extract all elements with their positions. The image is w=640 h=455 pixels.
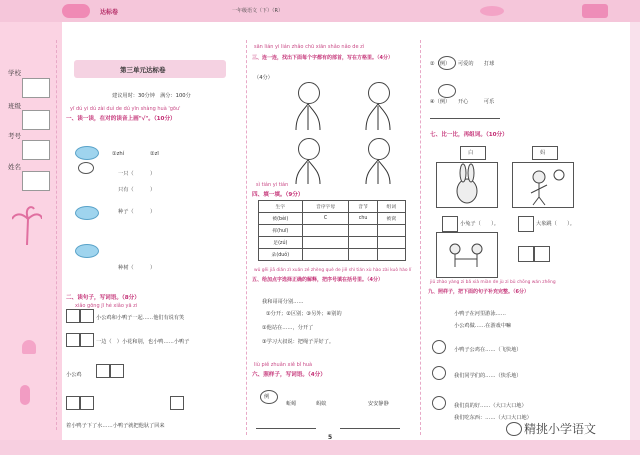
q2-box-6[interactable] xyxy=(110,364,124,378)
class-field[interactable] xyxy=(22,110,50,130)
q8-blank-2: 大象跳（ ）。 xyxy=(536,221,575,227)
brand-title: 达标卷 xyxy=(100,9,119,16)
answer-box-2[interactable] xyxy=(518,216,534,232)
rabbit-picture xyxy=(436,162,498,208)
name-label: 姓名 xyxy=(8,163,21,171)
seal-line xyxy=(56,40,57,430)
divider-left xyxy=(246,40,247,435)
q1-opt-1[interactable]: ①zhí xyxy=(112,151,125,157)
class-label: 班级 xyxy=(8,102,21,110)
q8-blank-1: 小兔子（ ）。 xyxy=(460,221,499,227)
q2-box-9[interactable] xyxy=(170,396,184,410)
table-cell: 挥(huī) xyxy=(259,225,303,237)
jellyfish-icon xyxy=(22,340,36,354)
q5-sentence-1: 我和哥哥分别…… xyxy=(262,299,304,305)
q2-box-3[interactable] xyxy=(66,333,80,347)
q9-pinyin: jiǔ zhào yàng zi bǎ xià miàn de jù zi bǔ chōng wán zhěng xyxy=(430,280,556,285)
q5-sentence-3: ③学习大叔说：把绳子弄好了。 xyxy=(262,339,335,345)
kid-ball-picture xyxy=(512,162,574,208)
q2-box-2[interactable] xyxy=(80,309,94,323)
table-cell[interactable] xyxy=(302,225,349,237)
table-cell[interactable] xyxy=(349,225,377,237)
q9-example-2: 小公鸡做……在游戏中嘛 xyxy=(454,323,512,329)
q2-box-5[interactable] xyxy=(96,364,110,378)
q2-box-8[interactable] xyxy=(80,396,94,410)
clock-icon-1 xyxy=(432,340,446,354)
table-cell: 被(bèi) xyxy=(259,213,303,225)
fish-icon-3 xyxy=(75,244,99,258)
table-cell[interactable] xyxy=(302,249,349,261)
q6-heading: 六、照样子，写词语。（4分） xyxy=(252,372,326,378)
q2-box-1[interactable] xyxy=(66,309,80,323)
boat-icon xyxy=(582,4,608,18)
table-header-cell: 音序字母 xyxy=(302,201,349,213)
dolphin-icon xyxy=(480,6,504,16)
radical-plant-4 xyxy=(368,138,390,160)
q1-pinyin: yī dú yi dú zài duì de dú yīn shàng huà 'gōu' xyxy=(70,106,181,112)
bottom-border xyxy=(0,440,640,455)
exam-no-field[interactable] xyxy=(22,140,50,160)
page-number: 5 xyxy=(328,434,333,441)
table-header-cell: 组词 xyxy=(377,201,405,213)
table-cell[interactable] xyxy=(377,237,405,249)
brand-logo xyxy=(62,4,90,18)
example-badge-3 xyxy=(438,84,456,98)
seaweed-1 xyxy=(292,102,324,130)
clock-icon-2 xyxy=(432,366,446,380)
seaweed-2 xyxy=(362,102,394,130)
q1-word-3-close: ） xyxy=(150,209,156,215)
fish-icon-2 xyxy=(75,206,99,220)
q1-word-4-close: ） xyxy=(150,265,156,271)
radical-plant-1 xyxy=(298,82,320,104)
radical-plant-3 xyxy=(298,138,320,160)
q6-answer-line-2[interactable] xyxy=(340,428,400,429)
table-cell[interactable]: C xyxy=(302,213,349,225)
q6-word-3: 安安静静 xyxy=(368,401,389,407)
divider-right xyxy=(420,40,421,435)
table-cell[interactable]: chu xyxy=(349,213,377,225)
clock-icon-3 xyxy=(432,396,446,410)
q4-pinyin: sì tián yi tián xyxy=(256,182,289,188)
school-field[interactable] xyxy=(22,78,50,98)
wechat-icon xyxy=(506,422,522,436)
q9-example-1: 小鸭子在河里游泳…… xyxy=(454,311,506,317)
children-picture xyxy=(436,232,498,278)
q9-item-a: 小鸭子公鸡在……（飞快地） xyxy=(454,347,522,353)
answer-box-4[interactable] xyxy=(534,246,550,262)
q5-sentence-2: ①他站在……，分开了 xyxy=(262,325,314,331)
q1-word-4: 种树（ xyxy=(118,265,134,271)
example-label: 例 xyxy=(264,394,270,400)
table-cell[interactable] xyxy=(377,249,405,261)
q2-sentence-4: 着小鸭子下了水……小鸭子就把他驮了回来 xyxy=(66,423,165,429)
answer-box-1[interactable] xyxy=(442,216,458,232)
q2-heading: 二、读句子，写词语。（8分） xyxy=(66,295,140,301)
q7-answer-line[interactable] xyxy=(430,118,500,119)
exam-no-label: 考号 xyxy=(8,132,21,140)
q7-heading: 七、比一比，再组词。（10分） xyxy=(430,132,508,138)
q9-heading: 九、照样子，把下面的句子补充完整。（6分） xyxy=(428,289,529,295)
q1-word-2: 只有（ xyxy=(118,187,134,193)
q2-sentence-1: 小公鸡和小鸭子一起……他们有说有笑 xyxy=(96,315,185,321)
q1-word-3: 种子（ xyxy=(118,209,134,215)
table-header-cell: 生字 xyxy=(259,201,303,213)
table-cell[interactable] xyxy=(349,237,377,249)
q6-word-1: 蚯蚓 xyxy=(286,401,297,407)
q1-heading: 一、读一读，在对的读音上画"√"。（10分） xyxy=(66,116,176,122)
q5-heading: 五、给加点字选择正确的解释，把序号填在括号里。（4分） xyxy=(252,277,383,283)
school-label: 学校 xyxy=(8,69,21,77)
seaweed-4 xyxy=(362,158,394,184)
q2-pinyin: xiǎo gōng jī hé xiǎo yā zi xyxy=(75,303,138,309)
q3-score: （4分） xyxy=(254,75,273,81)
answer-box-3[interactable] xyxy=(518,246,534,262)
q7-line-2: ④（例） 开心 可乐 xyxy=(430,99,495,105)
q3-pinyin: sān lián yi lián zhǎo chū xiān shǎo nǎo de zì xyxy=(254,44,365,50)
q6-word-2: 蚂蚁 xyxy=(316,401,327,407)
watermark-text: 精挑小学语文 xyxy=(524,422,597,436)
q2-box-4[interactable] xyxy=(80,333,94,347)
q9-item-c: 我们真的好……（大口大口地） xyxy=(454,403,527,409)
grade-label: 一年级语文（下）（R） xyxy=(232,8,283,14)
q1-word-1-close: ） xyxy=(150,171,156,177)
q7-line-1: ②（例） 可爱的 打球 xyxy=(430,61,505,67)
q4-heading: 四、填一填。（9分） xyxy=(252,192,304,198)
table-cell[interactable] xyxy=(302,237,349,249)
name-field[interactable] xyxy=(22,171,50,191)
q2-sentence-2: 一边（ ）小花和别，也小鸭……小鸭子 xyxy=(96,339,190,345)
table-cell[interactable]: 被窝 xyxy=(377,213,405,225)
q1-word-1: 一只（ xyxy=(118,171,134,177)
fish-icon xyxy=(75,146,99,160)
table-cell: 足(zú) xyxy=(259,237,303,249)
q1-word-2-close: ） xyxy=(150,187,156,193)
q1-opt-2[interactable]: ②zī xyxy=(150,151,159,157)
table-cell: 朵(duǒ) xyxy=(259,249,303,261)
radical-plant-2 xyxy=(368,82,390,104)
seaweed-3 xyxy=(292,158,324,184)
exam-meta: 建议用时：30分钟 满分：100分 xyxy=(112,93,191,99)
q6-pinyin: liù piě zhuǎn xiě bǐ huà xyxy=(254,362,313,368)
q9-item-b: 我们同学们的……（快乐地） xyxy=(454,373,522,379)
q5-options: ①分开；②区别；③另外；④别的 xyxy=(266,311,342,317)
table-cell[interactable] xyxy=(349,249,377,261)
q2-sentence-3: 小公鸡 xyxy=(66,372,82,378)
table-header-cell: 音节 xyxy=(349,201,377,213)
palm-tree-icon xyxy=(12,205,42,245)
q6-answer-line-1[interactable] xyxy=(256,428,316,429)
word-box-label-1: 白 xyxy=(468,150,474,156)
table-cell[interactable] xyxy=(377,225,405,237)
page-title: 第三单元达标卷 xyxy=(120,66,166,74)
q9-item-d: 我们吃东西：……（大口大口地） xyxy=(454,415,532,421)
q2-box-7[interactable] xyxy=(66,396,80,410)
word-box-label-2: 妈 xyxy=(540,150,546,156)
lily-pad xyxy=(78,162,94,174)
q4-table xyxy=(258,200,406,261)
q3-heading: 三、连一连，找出下面每个字都有的部首，写在方格里。（4分） xyxy=(252,55,393,61)
top-banner xyxy=(0,0,640,22)
seahorse-icon xyxy=(20,385,30,405)
q5-pinyin: wǔ gěi jiā diǎn zì xuǎn zé zhèng què de jiě shì tián xù hào zài kuò hào lǐ xyxy=(254,268,412,273)
